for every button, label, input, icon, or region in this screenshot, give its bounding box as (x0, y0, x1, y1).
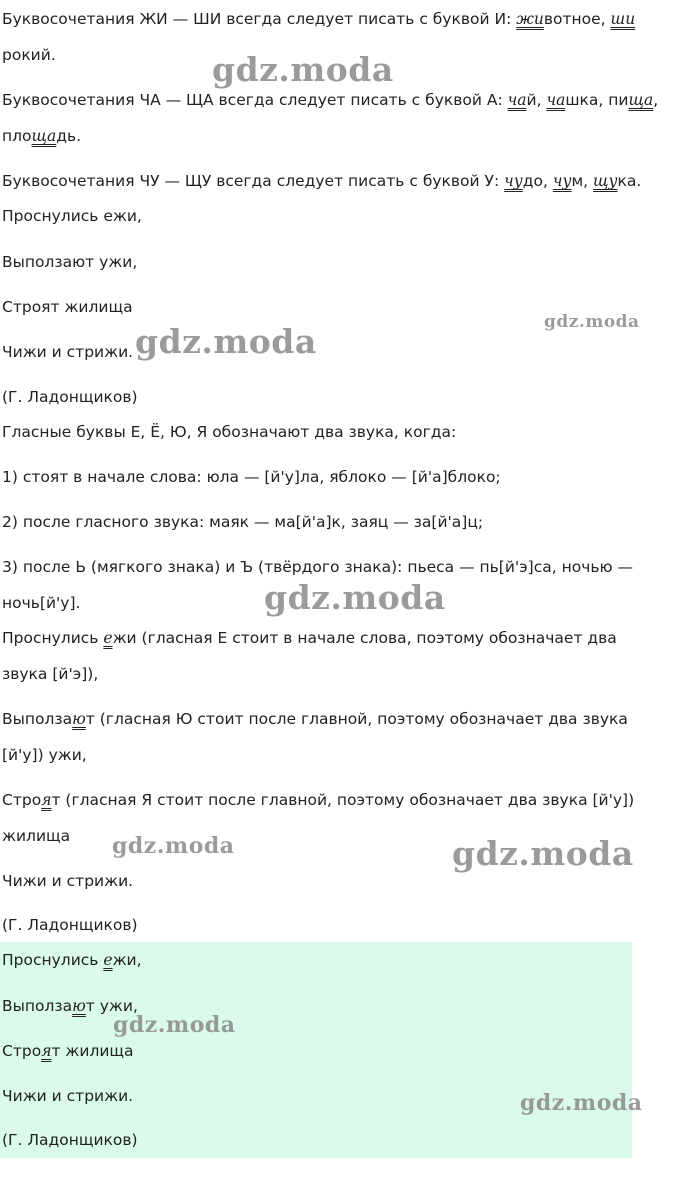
example-underlined: жи (516, 10, 544, 28)
watermark: gdz.moda (544, 312, 640, 332)
answer-author: (Г. Ладонщиков) (2, 1131, 138, 1149)
example-underlined: щу (593, 172, 618, 190)
answer-line-4: Чижи и стрижи. (2, 1087, 134, 1105)
vowels-point-1: 1) стоят в начале слова: юла — [й'у]ла, яблоко — [й'а]блоко; (2, 468, 501, 486)
answer-line-2: Выползают ужи, (2, 997, 138, 1015)
analysis-author: (Г. Ладонщиков) (2, 916, 138, 934)
analysis-line-2-cont: [й'у]) ужи, (2, 746, 87, 764)
vowels-intro: Гласные буквы Е, Ё, Ю, Я обозначают два звука, когда: (2, 423, 457, 441)
analysis-line-3: Строят (гласная Я стоит после главной, поэтому обозначает два звука [й'у]) (2, 791, 635, 809)
watermark: gdz.moda (113, 1012, 236, 1038)
watermark: gdz.moda (112, 833, 235, 859)
rule-chu-shchu-line: Буквосочетания ЧУ — ЩУ всегда следует писать с буквой У: чудо, чум, щука. (2, 172, 642, 190)
vowels-point-3: 3) после Ь (мягкого знака) и Ъ (твёрдого знака): пьеса — пь[й'э]са, ночью — (2, 558, 633, 576)
poem-line-3: Строят жилища (2, 298, 133, 316)
analysis-line-1-cont: звука [й'э]), (2, 665, 99, 683)
example-underlined: ща (31, 127, 57, 145)
rule-cha-shcha-line: Буквосочетания ЧА — ЩА всегда следует писать с буквой А: чай, чашка, пища, (2, 91, 659, 109)
poem-line-2: Выползают ужи, (2, 253, 138, 271)
analysis-line-4: Чижи и стрижи. (2, 872, 134, 890)
example-underlined: ча (546, 91, 566, 109)
rule-zhi-shi-line: Буквосочетания ЖИ — ШИ всегда следует писать с буквой И: животное, ши (2, 10, 636, 28)
rule-cha-shcha-line2: площадь. (2, 127, 82, 145)
watermark: gdz.moda (212, 50, 394, 89)
poem-line-4: Чижи и стрижи. (2, 343, 134, 361)
analysis-line-2: Выползают (гласная Ю стоит после главной, поэтому обозначает два звука (2, 710, 628, 728)
vowel-underlined: ю (72, 710, 86, 728)
analysis-line-3-cont: жилища (2, 827, 71, 845)
rule-zhi-shi-line2: рокий. (2, 46, 56, 64)
example-underlined: ши (610, 10, 636, 28)
answer-line-3: Строят жилища (2, 1042, 134, 1060)
example-underlined: чу (552, 172, 572, 190)
watermark: gdz.moda (135, 322, 317, 361)
vowel-underlined: я (41, 1042, 52, 1060)
watermark: gdz.moda (264, 578, 446, 617)
poem-line-1: Проснулись ежи, (2, 207, 142, 225)
vowel-underlined: я (41, 791, 52, 809)
poem-author: (Г. Ладонщиков) (2, 388, 138, 406)
vowel-underlined: е (103, 629, 113, 647)
watermark: gdz.moda (452, 834, 634, 873)
vowels-point-3-cont: ночь[й'у]. (2, 594, 81, 612)
vowels-point-2: 2) после гласного звука: маяк — ма[й'а]к, заяц — за[й'а]ц; (2, 513, 484, 531)
vowel-underlined: е (103, 951, 113, 969)
example-underlined: чу (504, 172, 523, 190)
example-underlined: ча (507, 91, 527, 109)
answer-line-1: Проснулись ежи, (2, 951, 142, 969)
analysis-line-1: Проснулись ежи (гласная Е стоит в начале слова, поэтому обозначает два (2, 629, 617, 647)
example-underlined: ща (628, 91, 654, 109)
watermark: gdz.moda (520, 1090, 643, 1116)
vowel-underlined: ю (72, 997, 86, 1015)
